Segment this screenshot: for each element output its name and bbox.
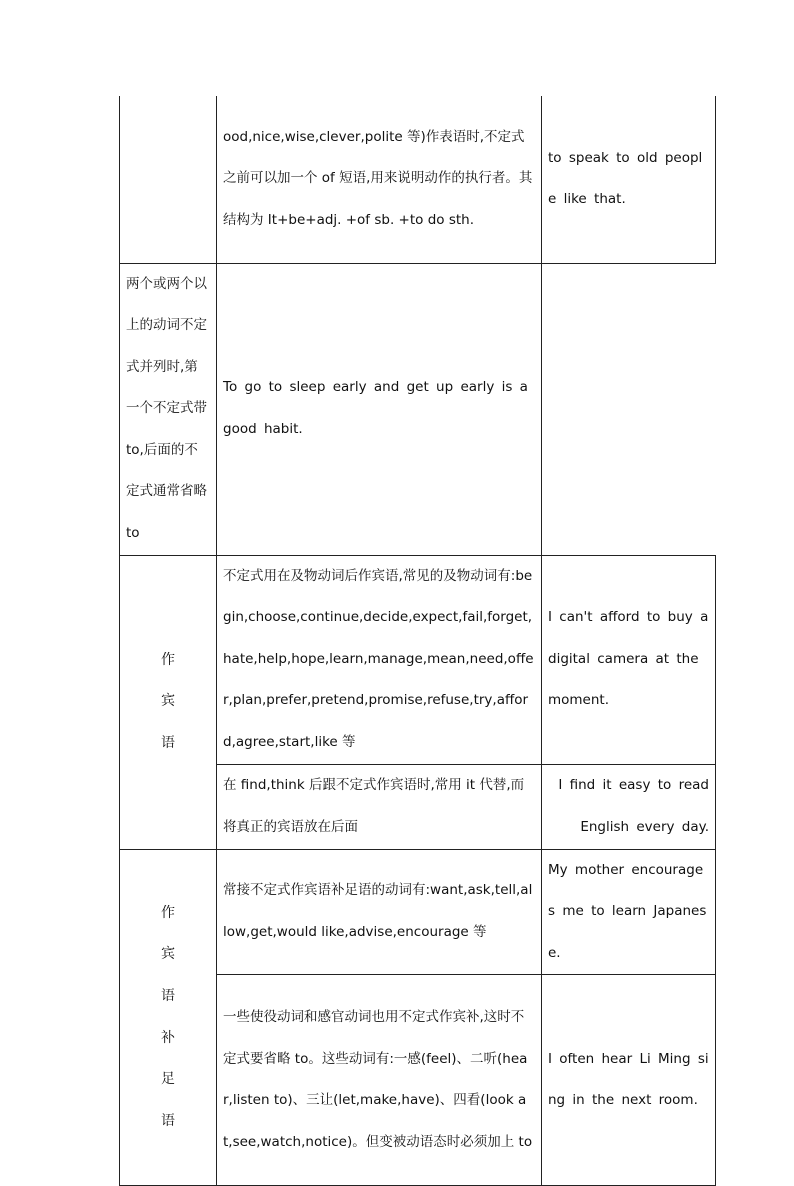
category-cell <box>120 849 217 1186</box>
example-cell: I find it easy to read English every day. <box>542 764 716 849</box>
rule-cell: 不定式用在及物动词后作宾语,常见的及物动词有:begin,choose,continue,decide,expect,fail,forget,hate,help,hope,learn,manage,mean,need,offer,plan,prefer,pretend,promise,refuse,try,afford,agree,start,like 等 <box>217 555 542 764</box>
category-label: 作宾语补足语 <box>161 904 175 1129</box>
example-cell: To go to sleep early and get up early is a good habit. <box>217 263 542 555</box>
rule-cell: 在 find,think 后跟不定式作宾语时,常用 it 代替,而将真正的宾语放在后面 <box>217 764 542 849</box>
grammar-table <box>119 96 716 1186</box>
rule-cell: ood,nice,wise,clever,polite 等)作表语时,不定式之前可以加一个 of 短语,用来说明动作的执行者。其结构为 It+be+adj. +of sb. +to do sth. <box>217 96 542 263</box>
category-cell <box>120 555 217 849</box>
example-cell: to speak to old people like that. <box>542 96 716 263</box>
rule-cell: 常接不定式作宾语补足语的动词有:want,ask,tell,allow,get,would like,advise,encourage 等 <box>217 849 542 975</box>
table-row <box>120 555 716 764</box>
category-label: 作宾语 <box>161 651 175 751</box>
table-row <box>120 96 716 263</box>
category-cell <box>120 96 217 263</box>
example-cell: I often hear Li Ming sing in the next room. <box>542 975 716 1186</box>
table-row <box>120 849 716 975</box>
table-row <box>120 263 716 555</box>
rule-cell: 一些使役动词和感官动词也用不定式作宾补,这时不定式要省略 to。这些动词有:一感(feel)、二听(hear,listen to)、三让(let,make,have)、四看(look at,see,watch,notice)。但变被动语态时必须加上 to <box>217 975 542 1186</box>
example-cell: I can't afford to buy a digital camera at the moment. <box>542 555 716 764</box>
example-cell: My mother encourages me to learn Japanese. <box>542 849 716 975</box>
rule-cell: 两个或两个以上的动词不定式并列时,第一个不定式带 to,后面的不定式通常省略 to <box>120 263 217 555</box>
